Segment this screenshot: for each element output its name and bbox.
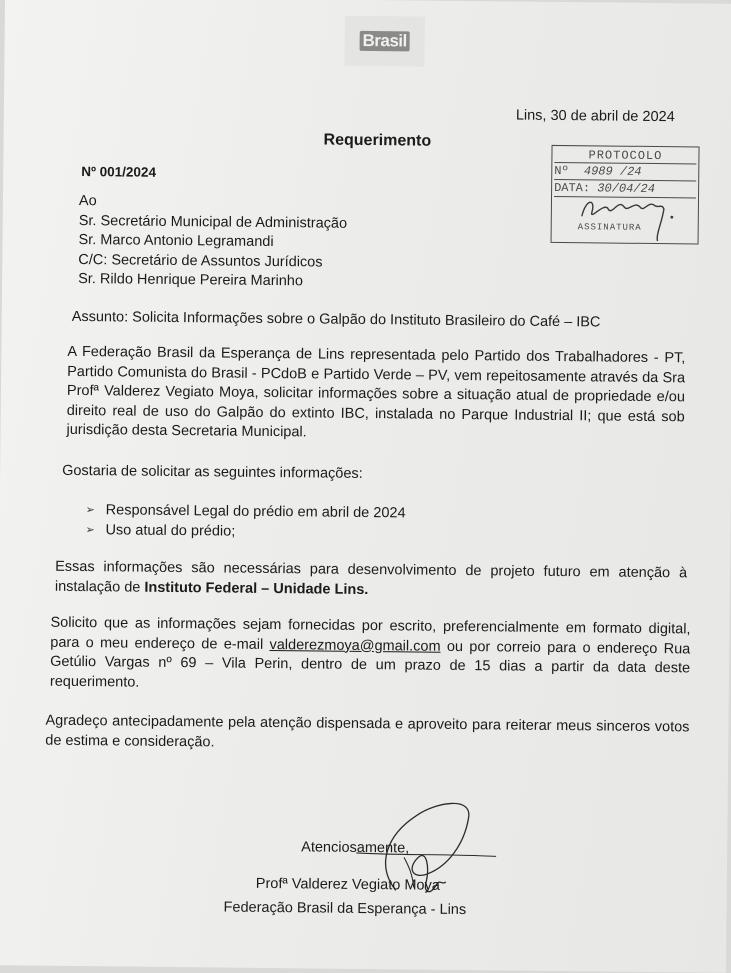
addressee-line: C/C: Secretário de Assuntos Jurídicos [78, 251, 323, 271]
paragraph-delivery-after: ou por correio para o endereço Rua Getúlio Vargas nº 69 – Vila Perin, dentro de um prazo de 15 dias a partir da data deste requerimento. [49, 638, 691, 691]
logo-text: Brasil [359, 31, 409, 52]
paragraph-justification [55, 558, 687, 604]
paragraph-request: A Federação Brasil da Esperança de Lins representada pelo Partido dos Trabalhadores - PT, Partido Comunista do Brasil - PCdoB e Partido Verde – PV, vem repeitosamente através da Sra Profª Valderez Vegiato Moya, solicitar informações sobre a situação atual de propriedade e/ou direito real de uso do Galpão do extinto IBC, instalada no Parque Industrial II; que está sob jurisdição desta Secretaria Municipal. [66, 343, 686, 441]
federation-logo [344, 16, 425, 67]
list-item [85, 521, 405, 544]
list-item-text: Uso atual do prédio; [105, 521, 236, 540]
closing-line: Atenciosamente, [301, 839, 410, 857]
stamp-title: PROTOCOLO [588, 148, 663, 164]
protocol-stamp [551, 145, 700, 245]
addressee-line: Ao [78, 192, 97, 210]
stamp-number-label: Nº [554, 163, 569, 179]
institute-name: Instituto Federal – Unidade Lins. [144, 579, 369, 598]
subject-line: Assunto: Solicita Informações sobre o Galpão do Instituto Brasileiro do Café – IBC [71, 308, 601, 331]
email-link[interactable]: valderezmoya@gmail.com [269, 636, 441, 655]
information-list [85, 501, 405, 543]
paragraph-delivery-before: Solicito que as informações sejam fornecidas por escrito, preferencialmente em formato digital, para o meu endereço de e-mail [50, 614, 691, 653]
list-item-text: Responsável Legal do prédio em abril de 2024 [105, 502, 406, 522]
paragraph-delivery [50, 614, 691, 699]
document-number: Nº 001/2024 [81, 164, 157, 180]
signatory-name: Profª Valderez Vegiato Moya [255, 875, 440, 894]
addressee-line: Sr. Secretário Municipal de Administração [78, 212, 348, 232]
date-line: Lins, 30 de abril de 2024 [515, 107, 675, 126]
addressee-block [78, 191, 347, 291]
addressee-line: Sr. Marco Antonio Legramandi [78, 231, 274, 251]
arrow-bullet-icon: ➢ [85, 504, 95, 517]
signatory-organization: Federação Brasil da Esperança - Lins [223, 899, 467, 919]
stamp-date-label: DATA: [554, 180, 591, 196]
stamp-date-value: 30/04/24 [597, 181, 656, 197]
stamp-signature-label: ASSINATURA [577, 222, 642, 233]
paragraph-justification-text: Essas informações são necessárias para desenvolvimento de projeto futuro em atenção à instalação de [54, 558, 688, 596]
addressee-line: Sr. Rildo Henrique Pereira Marinho [78, 270, 304, 290]
paragraph-thanks: Agradeço antecipadamente pela atenção dispensada e aproveito para reiterar meus sinceros votos de estima e consideração. [45, 712, 690, 750]
arrow-bullet-icon: ➢ [85, 523, 95, 536]
document-title: Requerimento [323, 131, 432, 150]
paragraph-intro-list: Gostaria de solicitar as seguintes informações: [62, 462, 363, 482]
stamp-number-value: 4989 /24 [583, 164, 642, 179]
